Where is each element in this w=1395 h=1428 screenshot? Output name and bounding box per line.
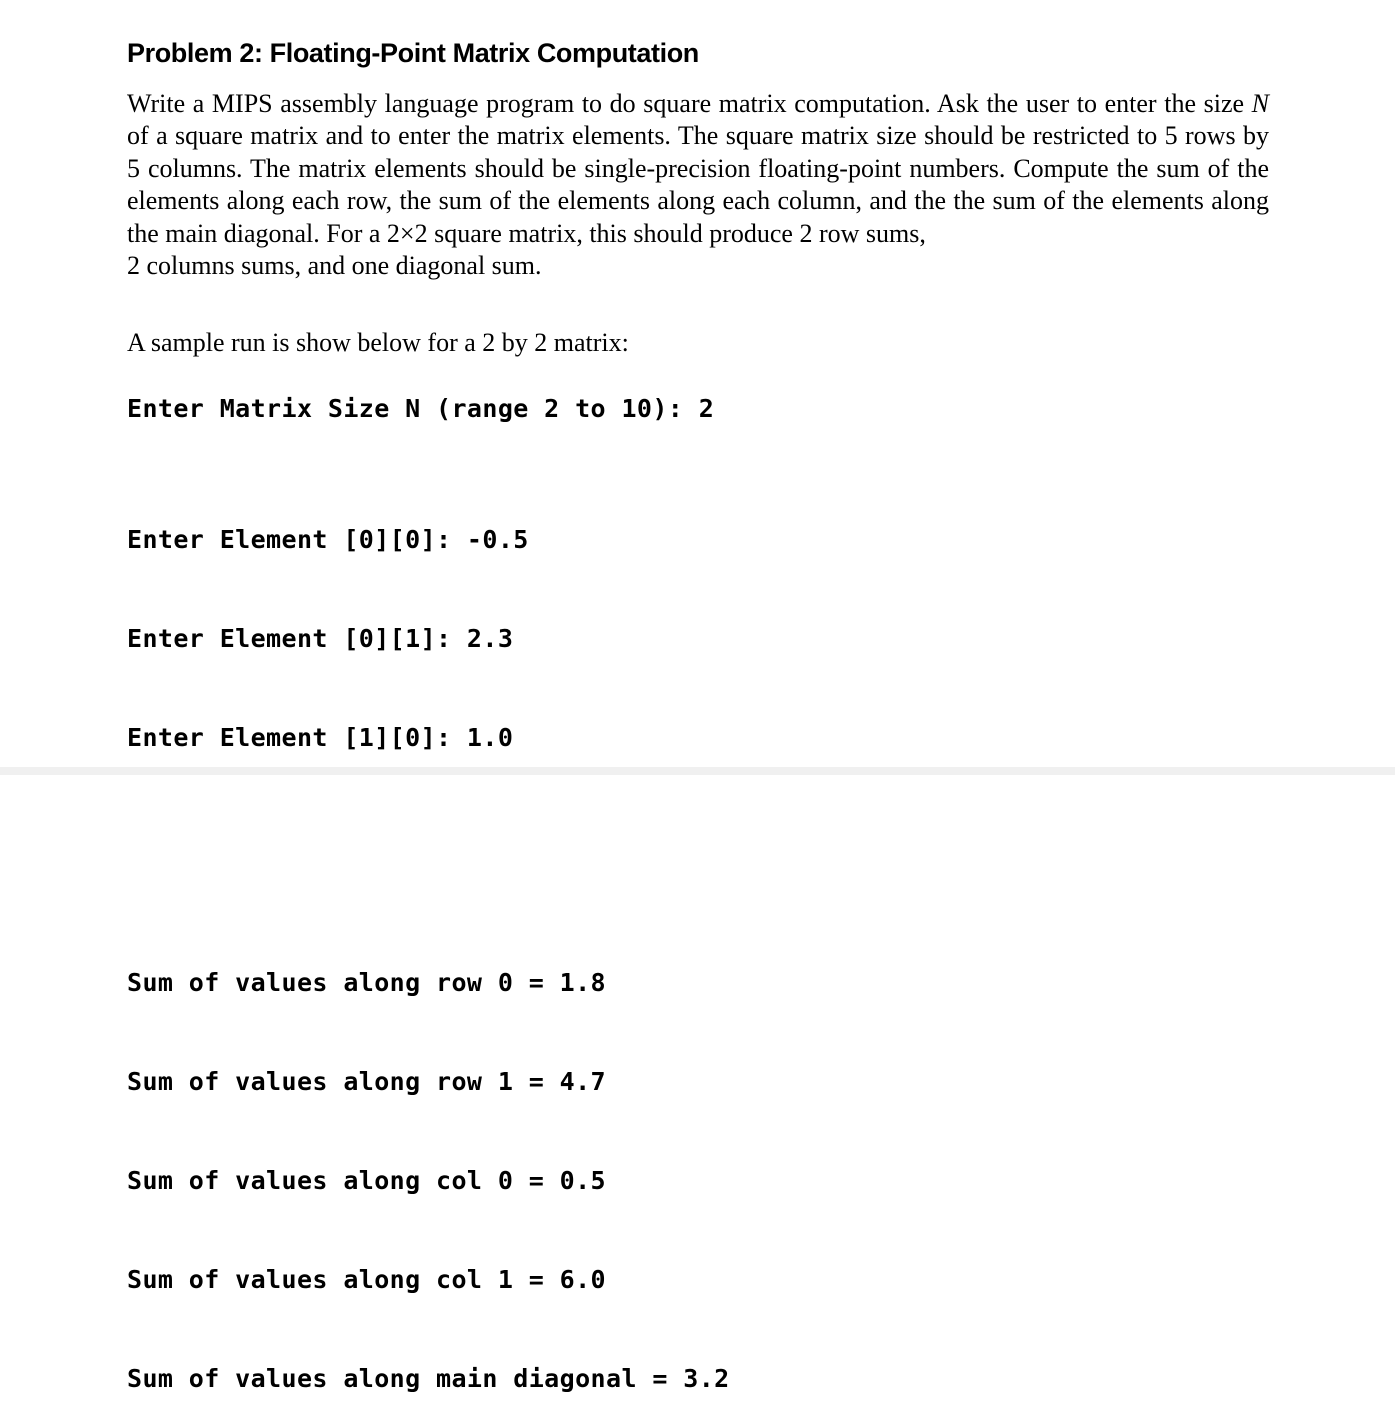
sum-output-list — [127, 900, 730, 1428]
sum-output-line: Sum of values along main diagonal = 3.2 — [127, 1364, 730, 1393]
sum-output-line: Sum of values along col 1 = 6.0 — [127, 1265, 606, 1294]
sample-run-intro: A sample run is show below for a 2 by 2 matrix: — [127, 328, 629, 357]
description-text-start: Write a MIPS assembly language program to do square matrix computation. Ask the user to enter the size — [127, 89, 1252, 118]
matrix-size-prompt: Enter Matrix Size N (range 2 to 10): 2 — [127, 394, 715, 423]
problem-heading: Problem 2: Floating-Point Matrix Computation — [127, 38, 699, 68]
description-text-rest: of a square matrix and to enter the matrix elements. The square matrix size should be restricted to 5 rows by 5 columns. The matrix elements should be single-precision floating-point numbers. Compute the sum of the elements along each row, the sum of the elements along each column, and the the sum of the elements along the main diagonal. For a 2×2 square matrix, this should produce 2 row sums, — [127, 121, 1269, 248]
description-last-line: 2 columns sums, and one diagonal sum. — [127, 251, 542, 281]
element-prompt-line: Enter Element [0][1]: 2.3 — [127, 624, 514, 653]
sum-output-line: Sum of values along col 0 = 0.5 — [127, 1166, 606, 1195]
sum-output-line: Sum of values along row 0 = 1.8 — [127, 968, 606, 997]
matrix-size-variable: N — [1251, 89, 1269, 118]
sum-output-line: Sum of values along row 1 = 4.7 — [127, 1067, 606, 1096]
problem-description — [127, 88, 1269, 282]
element-prompt-line: Enter Element [0][0]: -0.5 — [127, 525, 529, 554]
page-break — [0, 767, 1395, 775]
element-prompt-line: Enter Element [1][0]: 1.0 — [127, 723, 514, 752]
